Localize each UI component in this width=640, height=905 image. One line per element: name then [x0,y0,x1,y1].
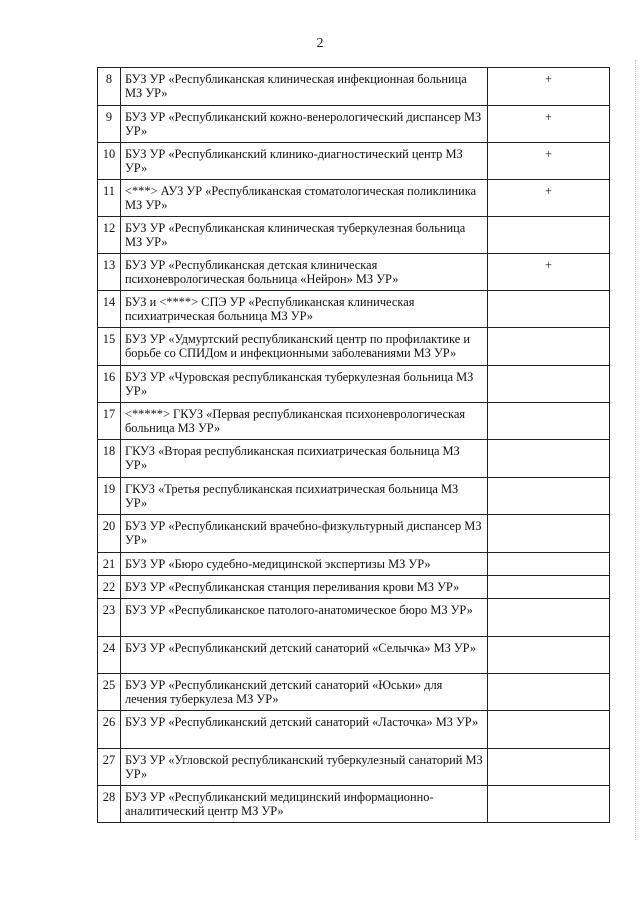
row-number: 13 [98,254,121,291]
mark-cell [488,674,610,711]
table-row [98,440,610,478]
mark-cell: + [488,143,610,180]
table-row [98,291,610,328]
row-number: 25 [98,674,121,711]
table-row [98,366,610,403]
mark-cell [488,576,610,599]
scan-edge-artifact [633,60,636,840]
row-number: 23 [98,599,121,637]
row-number: 15 [98,328,121,366]
row-number: 22 [98,576,121,599]
table-row [98,217,610,254]
row-number: 20 [98,515,121,553]
mark-cell [488,711,610,749]
institution-name: БУЗ УР «Республиканская станция переливания крови МЗ УР» [121,576,488,599]
table-row [98,515,610,553]
table-row [98,674,610,711]
row-number: 21 [98,553,121,576]
row-number: 24 [98,637,121,674]
institution-name: <*****> ГКУЗ «Первая республиканская психоневрологическая больница МЗ УР» [121,403,488,440]
table-row [98,254,610,291]
institution-name: ГКУЗ «Вторая республиканская психиатрическая больница МЗ УР» [121,440,488,478]
table-row [98,328,610,366]
table-row [98,553,610,576]
mark-cell: + [488,180,610,217]
row-number: 8 [98,68,121,106]
row-number: 26 [98,711,121,749]
institution-name: БУЗ УР «Республиканский кожно-венерологический диспансер МЗ УР» [121,106,488,143]
mark-cell [488,749,610,786]
table-row [98,576,610,599]
mark-cell [488,553,610,576]
row-number: 10 [98,143,121,180]
row-number: 14 [98,291,121,328]
mark-cell [488,515,610,553]
table-row [98,599,610,637]
institution-name: БУЗ УР «Республиканское патолого-анатомическое бюро МЗ УР» [121,599,488,637]
mark-cell [488,786,610,823]
row-number: 19 [98,478,121,515]
institution-name: ГКУЗ «Третья республиканская психиатрическая больница МЗ УР» [121,478,488,515]
row-number: 11 [98,180,121,217]
row-number: 12 [98,217,121,254]
table-row [98,143,610,180]
institution-name: БУЗ УР «Республиканская клиническая туберкулезная больница МЗ УР» [121,217,488,254]
table-row [98,711,610,749]
institution-name: БУЗ УР «Республиканский врачебно-физкультурный диспансер МЗ УР» [121,515,488,553]
mark-cell [488,217,610,254]
mark-cell [488,328,610,366]
mark-cell [488,403,610,440]
mark-cell [488,599,610,637]
table-row [98,786,610,823]
mark-cell [488,366,610,403]
mark-cell [488,478,610,515]
institution-name: БУЗ УР «Республиканский клинико-диагностический центр МЗ УР» [121,143,488,180]
institution-name: БУЗ УР «Республиканский детский санаторий «Юськи» для лечения туберкулеза МЗ УР» [121,674,488,711]
table-row [98,106,610,143]
row-number: 28 [98,786,121,823]
institution-name: БУЗ УР «Республиканский медицинский информационно-аналитический центр МЗ УР» [121,786,488,823]
table-row [98,68,610,106]
row-number: 27 [98,749,121,786]
institution-name: БУЗ УР «Республиканский детский санаторий «Ласточка» МЗ УР» [121,711,488,749]
table-row [98,180,610,217]
mark-cell: + [488,254,610,291]
table-row [98,637,610,674]
institution-name: БУЗ УР «Республиканская детская клиническая психоневрологическая больница «Нейрон» МЗ УР» [121,254,488,291]
table-row [98,749,610,786]
table-row [98,478,610,515]
row-number: 17 [98,403,121,440]
institution-name: БУЗ УР «Угловской республиканский туберкулезный санаторий МЗ УР» [121,749,488,786]
row-number: 18 [98,440,121,478]
institution-name: БУЗ УР «Удмуртский республиканский центр по профилактике и борьбе со СПИДом и инфекционными заболеваниями МЗ УР» [121,328,488,366]
mark-cell [488,637,610,674]
institution-name: БУЗ УР «Бюро судебно-медицинской экспертизы МЗ УР» [121,553,488,576]
mark-cell: + [488,68,610,106]
row-number: 16 [98,366,121,403]
row-number: 9 [98,106,121,143]
mark-cell [488,291,610,328]
institution-name: БУЗ УР «Республиканская клиническая инфекционная больница МЗ УР» [121,68,488,106]
mark-cell [488,440,610,478]
institution-name: <***> АУЗ УР «Республиканская стоматологическая поликлиника МЗ УР» [121,180,488,217]
page-number: 2 [316,36,324,51]
mark-cell: + [488,106,610,143]
institutions-table [97,67,610,823]
institution-name: БУЗ УР «Республиканский детский санаторий «Селычка» МЗ УР» [121,637,488,674]
institution-name: БУЗ и <****> СПЭ УР «Республиканская клиническая психиатрическая больница МЗ УР» [121,291,488,328]
table-row [98,403,610,440]
institution-name: БУЗ УР «Чуровская республиканская туберкулезная больница МЗ УР» [121,366,488,403]
